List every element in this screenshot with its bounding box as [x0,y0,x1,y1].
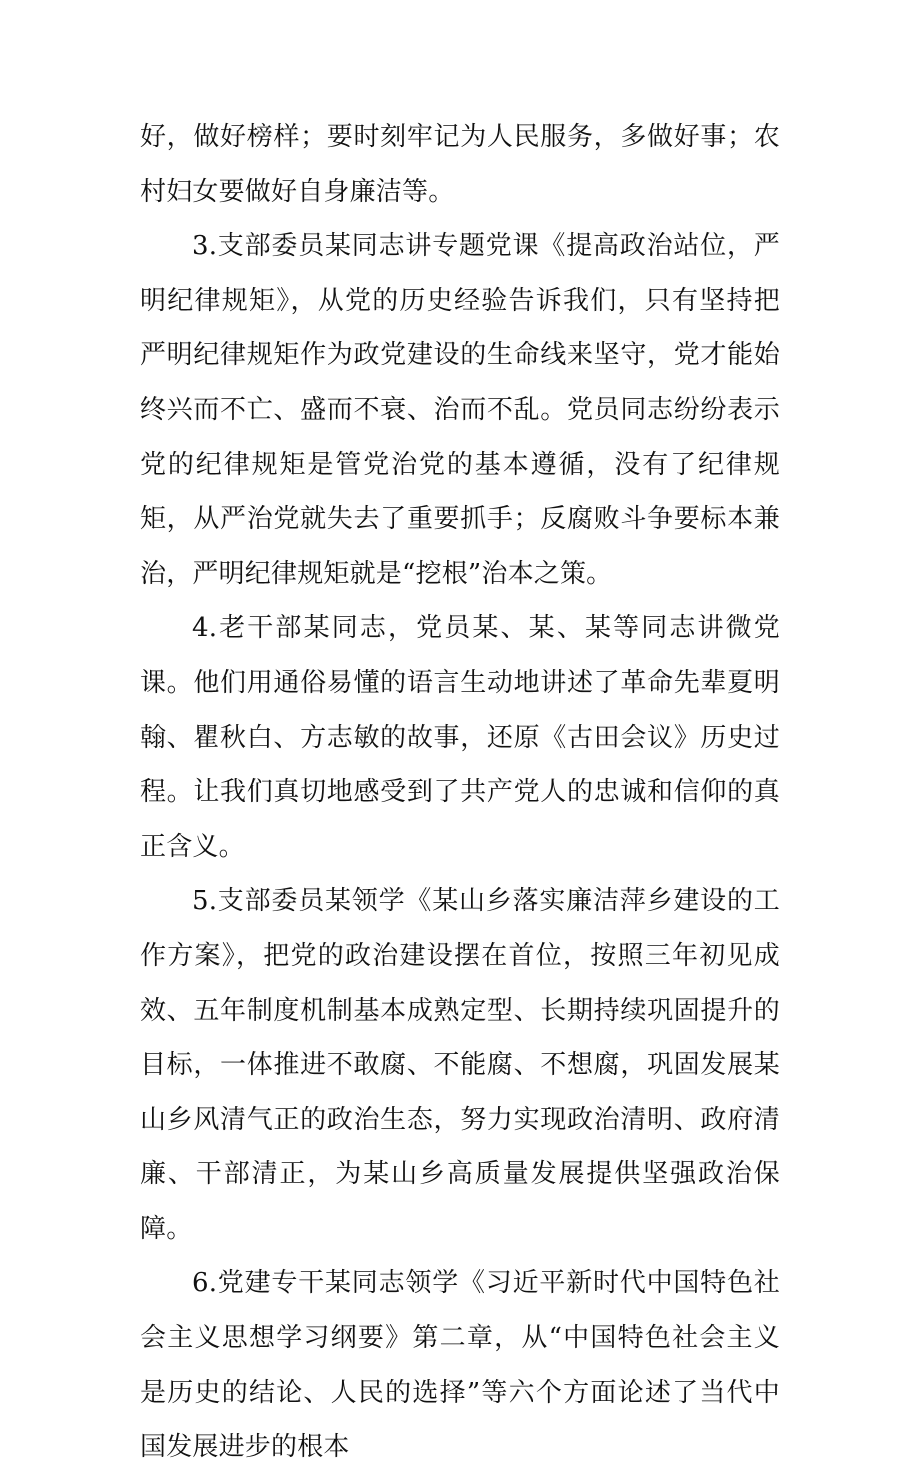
document-body [140,110,780,1475]
paragraph-item-4: 4.老干部某同志，党员某、某、某等同志讲微党课。他们用通俗易懂的语言生动地讲述了革命先辈夏明翰、瞿秋白、方志敏的故事，还原《古田会议》历史过程。让我们真切地感受到了共产党人的忠诚和信仰的真正含义。 [140,613,780,862]
paragraph-item-6: 6.党建专干某同志领学《习近平新时代中国特色社会主义思想学习纲要》第二章，从“中国特色社会主义是历史的结论、人民的选择”等六个方面论述了当代中国发展进步的根本 [140,1268,780,1463]
paragraph-continuation: 好，做好榜样；要时刻牢记为人民服务，多做好事；农村妇女要做好自身廉洁等。 [140,122,780,207]
paragraph-item-5: 5.支部委员某领学《某山乡落实廉洁萍乡建设的工作方案》，把党的政治建设摆在首位，按照三年初见成效、五年制度机制基本成熟定型、长期持续巩固提升的目标，一体推进不敢腐、不能腐、不想腐，巩固发展某山乡风清气正的政治生态，努力实现政治清明、政府清廉、干部清正，为某山乡高质量发展提供坚强政治保障。 [140,886,780,1244]
paragraph-item-3: 3.支部委员某同志讲专题党课《提高政治站位，严明纪律规矩》，从党的历史经验告诉我们，只有坚持把严明纪律规矩作为政党建设的生命线来坚守，党才能始终兴而不亡、盛而不衰、治而不乱。党员同志纷纷表示党的纪律规矩是管党治党的基本遵循，没有了纪律规矩，从严治党就失去了重要抓手；反腐败斗争要标本兼治，严明纪律规矩就是“挖根”治本之策。 [140,231,780,589]
